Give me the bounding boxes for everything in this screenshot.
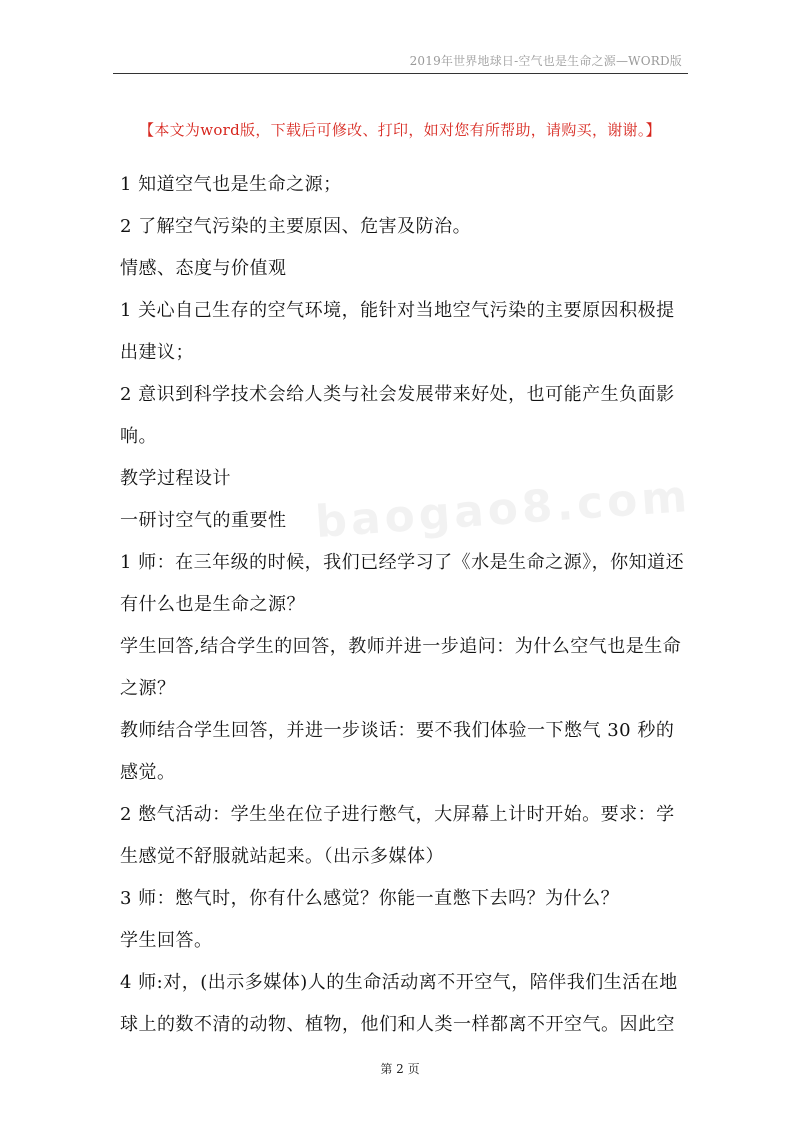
section-heading: 一研讨空气的重要性 xyxy=(120,510,287,531)
page-header: 2019年世界地球日-空气也是生命之源—WORD版 xyxy=(409,54,682,68)
paragraph: 学生回答。 xyxy=(120,930,213,951)
download-notice: 【本文为word版，下载后可修改、打印，如对您有所帮助，请购买，谢谢。】 xyxy=(139,121,661,139)
paragraph: 2 了解空气污染的主要原因、危害及防治。 xyxy=(120,216,472,237)
paragraph: 3 师：憋气时，你有什么感觉？你能一直憋下去吗？为什么？ xyxy=(120,888,620,909)
paragraph: 1 知道空气也是生命之源； xyxy=(120,174,342,195)
paragraph: 2 憋气活动：学生坐在位子进行憋气，大屏幕上计时开始。要求：学生感觉不舒服就站起来。（出示多媒体） xyxy=(120,804,675,867)
paragraph: 教师结合学生回答，并进一步谈话：要不我们体验一下憋气 30 秒的感觉。 xyxy=(120,720,675,783)
document-body xyxy=(120,164,688,1046)
section-heading: 教学过程设计 xyxy=(120,468,231,489)
paragraph: 1 师：在三年级的时候，我们已经学习了《水是生命之源》，你知道还有什么也是生命之源？ xyxy=(120,552,685,615)
paragraph: 1 关心自己生存的空气环境，能针对当地空气污染的主要原因积极提出建议； xyxy=(120,300,675,363)
watermark: baogao8.com xyxy=(313,470,693,549)
paragraph: 2 意识到科学技术会给人类与社会发展带来好处，也可能产生负面影响。 xyxy=(120,384,675,447)
section-heading: 情感、态度与价值观 xyxy=(120,258,287,279)
page-number: 第 2 页 xyxy=(380,1062,420,1076)
paragraph: 学生回答,结合学生的回答，教师并进一步追问：为什么空气也是生命之源？ xyxy=(120,636,682,699)
header-divider xyxy=(113,73,688,74)
paragraph: 4 师:对，(出示多媒体)人的生命活动离不开空气，陪伴我们生活在地球上的数不清的动物、植物，他们和人类一样都离不开空气。因此空 xyxy=(120,972,678,1035)
